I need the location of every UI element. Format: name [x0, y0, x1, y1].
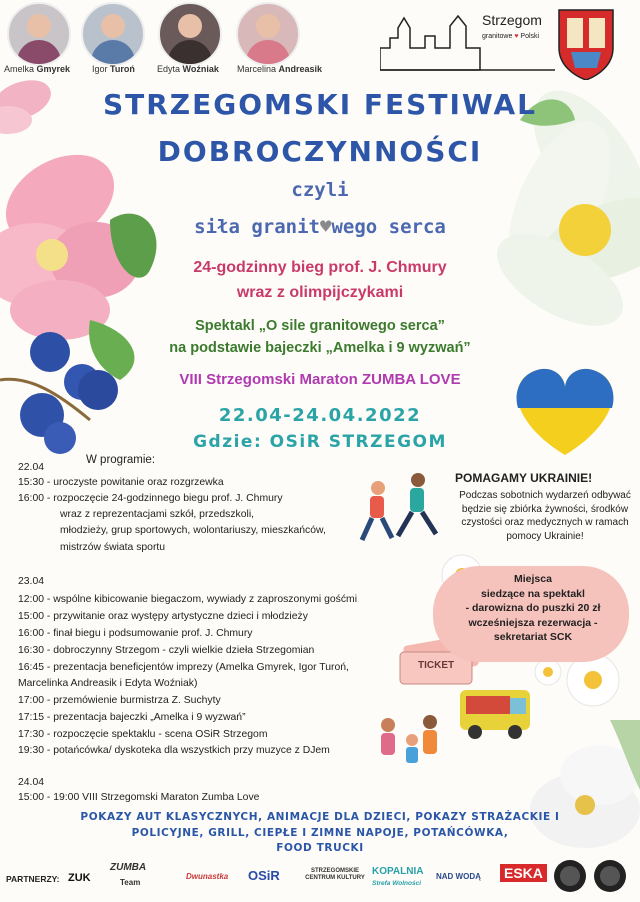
runners-illustration-icon: [362, 473, 436, 540]
event-dates: 22.04-24.04.2022: [218, 405, 422, 426]
program-item: młodzieży, grup sportowych, wolontariuszy, mieszkańców,: [60, 525, 326, 536]
avatar-igor: [81, 2, 145, 66]
partner-logo-team: Team: [120, 878, 141, 887]
program-item: wraz z reprezentacjami szkół, przedszkoli,: [60, 509, 255, 520]
heart-o-icon: ♥: [320, 216, 332, 238]
title-sila-serca: siła granit♥wego serca: [194, 216, 446, 238]
avatar-marcelina: [236, 2, 300, 66]
run-headline-2: wraz z olimpijczykami: [236, 284, 404, 301]
program-item: 15:00 - przywitanie oraz występy artystyczne dzieci i młodzieży: [18, 611, 308, 622]
food-truck-icon: [460, 690, 530, 739]
program-item: 15:30 - uroczyste powitanie oraz rozgrzewka: [18, 477, 224, 488]
avatar-caption: Marcelina Andreasik: [237, 64, 323, 74]
partner-logo-sck: STRZEGOMSKIE CENTRUM KULTURY: [305, 868, 365, 881]
partner-logo-zumba: ZUMBA: [110, 862, 147, 873]
avatar-caption: Amelka Gmyrek: [4, 64, 71, 74]
festival-title-line1: STRZEGOMSKI FESTIWAL: [102, 88, 537, 121]
partner-logo-dwunastka: Dwunastka: [186, 872, 229, 881]
attractions-text: POKAZY AUT KLASYCZNYCH, ANIMACJE DLA DZIECI, POKAZY STRAŻACKIE I POLICYJNE, GRILL, CIEPŁE I ZIMNE NAPOJE, POTAŃCÓWKA, FOOD TRUCKI: [80, 811, 560, 854]
strzegom-tagline: granitowe ♥ Polski: [482, 33, 540, 40]
strzegom-wordmark: Strzegom: [482, 12, 542, 28]
run-headline-1: 24-godzinny bieg prof. J. Chmury: [193, 259, 447, 276]
avatar-caption: Igor Turoń: [92, 64, 135, 74]
program-day-2: 23.04: [18, 576, 45, 587]
zumba-headline: VIII Strzegomski Maraton ZUMBA LOVE: [179, 371, 461, 388]
partner-logo-strefa: Strefa Wolności: [372, 880, 422, 887]
program-item: 12:00 - wspólne kibicowanie biegaczom, wywiady z zaproszonymi gośćmi: [18, 594, 357, 605]
program-item: 15:00 - 19:00 VIII Strzegomski Maraton Zumba Love: [18, 792, 260, 803]
partner-logo-zuk: ZUK: [68, 872, 91, 884]
program-item: 16:30 - dobroczynny Strzegom - czyli wielkie dzieła Strzegomian: [18, 645, 315, 656]
program-item: Marcelinka Andreasik i Edyta Woźniak): [18, 678, 198, 689]
ticket-label: TICKET: [418, 660, 455, 671]
seats-info-text: Miejsca siedzące na spektakl - darowizna do puszki 20 zł wcześniejsza rezerwacja - sekretariat SCK: [465, 573, 601, 643]
program-item: 19:30 - potańcówka/ dyskoteka dla wszystkich przy muzyce z DJem: [18, 745, 330, 756]
ukraine-help-title: POMAGAMY UKRAINIE!: [455, 471, 593, 485]
program-item: 17:30 - rozpoczęcie spektaklu - scena OSiR Strzegom: [18, 729, 268, 740]
program-item: mistrzów świata sportu: [60, 542, 166, 553]
program-item: 16:00 - finał biegu i podsumowanie prof. J. Chmury: [18, 628, 253, 639]
program-day-1: 22.04: [18, 462, 45, 473]
program-item: 17:15 - prezentacja bajeczki „Amelka i 9 wyzwań”: [18, 712, 246, 723]
program-heading: W programie:: [86, 454, 156, 466]
festival-title-line2: DOBROCZYNNOŚCI: [157, 135, 483, 168]
partner-logo-nadwoda: NAD WODĄ: [436, 872, 481, 881]
partner-logo-eska: ESKA: [500, 864, 547, 882]
program-item: 16:45 - prezentacja beneficjentów imprezy (Amelka Gmyrek, Igor Turoń,: [18, 662, 349, 673]
title-czyli: czyli: [291, 179, 349, 201]
dancing-family-icon: [381, 715, 437, 763]
play-headline-1: Spektakl „O sile granitowego serca”: [195, 318, 445, 334]
program-day-3: 24.04: [18, 777, 45, 788]
event-place: Gdzie: OSiR STRZEGOM: [193, 432, 447, 452]
partner-seal-icon: [552, 858, 632, 894]
avatar-edyta: [158, 2, 222, 66]
ukraine-help-text: Podczas sobotnich wydarzeń odbywać będzie się zbiórka żywności, środków czystości oraz medycznych w ramach pomocy Ukrainie!: [459, 490, 631, 542]
coat-of-arms-icon: [557, 8, 615, 80]
partner-logo-kopalnia: KOPALNIA: [372, 866, 424, 877]
partners-label: PARTNERZY:: [6, 874, 60, 884]
play-headline-2: na podstawie bajeczki „Amelka i 9 wyzwań”: [169, 340, 471, 356]
program-item: 16:00 - rozpoczęcie 24-godzinnego biegu prof. J. Chmury: [18, 493, 283, 504]
program-item: 17:00 - przemówienie burmistrza Z. Suchyty: [18, 695, 221, 706]
partner-logo-osir: OSiR: [248, 868, 280, 883]
avatar-caption: Edyta Woźniak: [157, 64, 219, 74]
avatar-amelka: [7, 2, 71, 66]
